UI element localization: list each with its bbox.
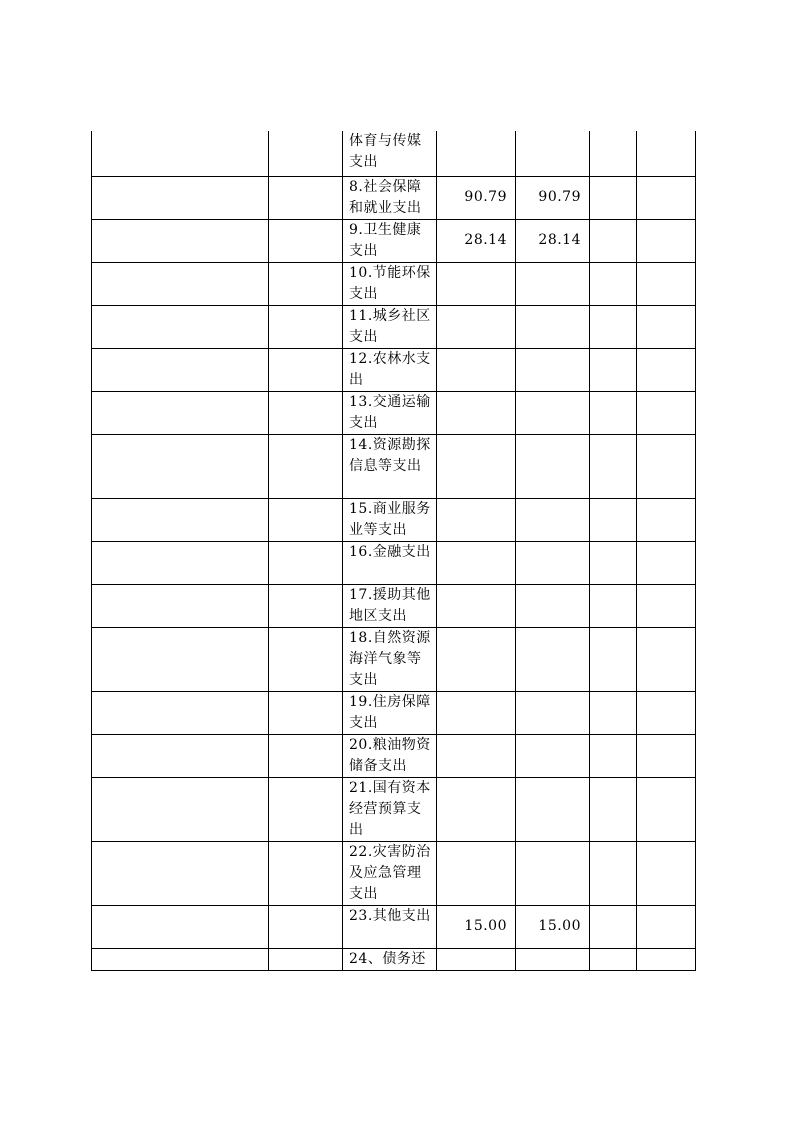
other-amount-cell <box>637 905 696 948</box>
income-amount-cell <box>269 691 343 734</box>
other-amount-cell <box>637 176 696 219</box>
fund-budget-amount-cell <box>590 734 637 777</box>
income-amount-cell <box>269 948 343 970</box>
fund-budget-amount-cell <box>590 627 637 691</box>
expenditure-item-cell: 10.节能环保支出 <box>343 262 437 305</box>
other-amount-cell <box>637 584 696 627</box>
expenditure-item-cell: 18.自然资源海洋气象等支出 <box>343 627 437 691</box>
income-item-cell <box>92 777 269 841</box>
income-amount-cell <box>269 131 343 176</box>
income-amount-cell <box>269 305 343 348</box>
income-item-cell <box>92 905 269 948</box>
income-amount-cell <box>269 219 343 262</box>
income-item-cell <box>92 498 269 541</box>
general-budget-amount-cell <box>516 584 590 627</box>
table-row <box>92 627 696 691</box>
table-row <box>92 498 696 541</box>
income-amount-cell <box>269 176 343 219</box>
income-item-cell <box>92 627 269 691</box>
other-amount-cell <box>637 777 696 841</box>
fund-budget-amount-cell <box>590 777 637 841</box>
other-amount-cell <box>637 841 696 905</box>
total-amount-cell <box>437 691 516 734</box>
expenditure-item-cell: 13.交通运输支出 <box>343 391 437 434</box>
fund-budget-amount-cell <box>590 584 637 627</box>
other-amount-cell <box>637 131 696 176</box>
total-amount-cell <box>437 541 516 584</box>
total-amount-cell <box>437 434 516 498</box>
income-item-cell <box>92 176 269 219</box>
total-amount-cell <box>437 584 516 627</box>
expenditure-item-cell: 14.资源勘探信息等支出 <box>343 434 437 498</box>
total-amount-cell <box>437 348 516 391</box>
other-amount-cell <box>637 541 696 584</box>
income-item-cell <box>92 691 269 734</box>
other-amount-cell <box>637 627 696 691</box>
income-item-cell <box>92 262 269 305</box>
fund-budget-amount-cell <box>590 219 637 262</box>
expenditure-item-cell: 24、债务还 <box>343 948 437 970</box>
table-row <box>92 262 696 305</box>
income-item-cell <box>92 434 269 498</box>
expenditure-item-cell: 11.城乡社区支出 <box>343 305 437 348</box>
table-row <box>92 131 696 176</box>
income-amount-cell <box>269 391 343 434</box>
general-budget-amount-cell <box>516 841 590 905</box>
fund-budget-amount-cell <box>590 262 637 305</box>
expenditure-item-cell: 体育与传媒支出 <box>343 131 437 176</box>
total-amount-cell <box>437 841 516 905</box>
income-amount-cell <box>269 841 343 905</box>
income-amount-cell <box>269 541 343 584</box>
general-budget-amount-cell <box>516 131 590 176</box>
table-row <box>92 691 696 734</box>
fund-budget-amount-cell <box>590 841 637 905</box>
expenditure-item-cell: 23.其他支出 <box>343 905 437 948</box>
total-amount-cell: 28.14 <box>437 219 516 262</box>
table-row <box>92 541 696 584</box>
income-item-cell <box>92 541 269 584</box>
income-amount-cell <box>269 734 343 777</box>
income-item-cell <box>92 348 269 391</box>
expenditure-item-cell: 16.金融支出 <box>343 541 437 584</box>
fund-budget-amount-cell <box>590 434 637 498</box>
income-item-cell <box>92 841 269 905</box>
total-amount-cell <box>437 777 516 841</box>
income-amount-cell <box>269 262 343 305</box>
general-budget-amount-cell <box>516 541 590 584</box>
general-budget-amount-cell <box>516 262 590 305</box>
general-budget-amount-cell <box>516 305 590 348</box>
general-budget-amount-cell <box>516 777 590 841</box>
table-row <box>92 434 696 498</box>
income-item-cell <box>92 131 269 176</box>
fund-budget-amount-cell <box>590 176 637 219</box>
other-amount-cell <box>637 498 696 541</box>
table-row <box>92 219 696 262</box>
other-amount-cell <box>637 219 696 262</box>
income-amount-cell <box>269 777 343 841</box>
general-budget-amount-cell <box>516 627 590 691</box>
income-amount-cell <box>269 627 343 691</box>
table-row <box>92 734 696 777</box>
total-amount-cell <box>437 948 516 970</box>
total-amount-cell <box>437 734 516 777</box>
total-amount-cell <box>437 131 516 176</box>
table-row <box>92 584 696 627</box>
table-row <box>92 777 696 841</box>
other-amount-cell <box>637 262 696 305</box>
expenditure-item-cell: 15.商业服务业等支出 <box>343 498 437 541</box>
table-row <box>92 905 696 948</box>
table-row <box>92 348 696 391</box>
fund-budget-amount-cell <box>590 305 637 348</box>
total-amount-cell <box>437 262 516 305</box>
table-row <box>92 391 696 434</box>
income-item-cell <box>92 734 269 777</box>
general-budget-amount-cell: 28.14 <box>516 219 590 262</box>
other-amount-cell <box>637 348 696 391</box>
income-item-cell <box>92 584 269 627</box>
general-budget-amount-cell <box>516 434 590 498</box>
fund-budget-amount-cell <box>590 948 637 970</box>
general-budget-amount-cell: 90.79 <box>516 176 590 219</box>
fund-budget-amount-cell <box>590 905 637 948</box>
income-amount-cell <box>269 348 343 391</box>
expenditure-item-cell: 20.粮油物资储备支出 <box>343 734 437 777</box>
general-budget-amount-cell <box>516 691 590 734</box>
income-item-cell <box>92 948 269 970</box>
fund-budget-amount-cell <box>590 348 637 391</box>
total-amount-cell <box>437 391 516 434</box>
income-item-cell <box>92 391 269 434</box>
income-item-cell <box>92 219 269 262</box>
total-amount-cell: 15.00 <box>437 905 516 948</box>
general-budget-amount-cell <box>516 948 590 970</box>
income-amount-cell <box>269 584 343 627</box>
total-amount-cell <box>437 498 516 541</box>
fund-budget-amount-cell <box>590 541 637 584</box>
fund-budget-amount-cell <box>590 498 637 541</box>
expenditure-item-cell: 12.农林水支出 <box>343 348 437 391</box>
table-row <box>92 305 696 348</box>
expenditure-item-cell: 9.卫生健康支出 <box>343 219 437 262</box>
general-budget-amount-cell <box>516 348 590 391</box>
expenditure-item-cell: 22.灾害防治及应急管理支出 <box>343 841 437 905</box>
income-amount-cell <box>269 434 343 498</box>
income-item-cell <box>92 305 269 348</box>
other-amount-cell <box>637 391 696 434</box>
other-amount-cell <box>637 734 696 777</box>
other-amount-cell <box>637 948 696 970</box>
expenditure-item-cell: 8.社会保障和就业支出 <box>343 176 437 219</box>
table-row <box>92 841 696 905</box>
expenditure-item-cell: 17.援助其他地区支出 <box>343 584 437 627</box>
income-amount-cell <box>269 498 343 541</box>
fund-budget-amount-cell <box>590 691 637 734</box>
table-row <box>92 176 696 219</box>
total-amount-cell <box>437 627 516 691</box>
fund-budget-amount-cell <box>590 131 637 176</box>
other-amount-cell <box>637 691 696 734</box>
general-budget-amount-cell <box>516 498 590 541</box>
budget-table-container <box>91 131 695 971</box>
expenditure-item-cell: 19.住房保障支出 <box>343 691 437 734</box>
total-amount-cell: 90.79 <box>437 176 516 219</box>
table-row <box>92 948 696 970</box>
general-budget-amount-cell: 15.00 <box>516 905 590 948</box>
budget-expenditure-table <box>91 131 696 971</box>
fund-budget-amount-cell <box>590 391 637 434</box>
expenditure-item-cell: 21.国有资本经营预算支出 <box>343 777 437 841</box>
general-budget-amount-cell <box>516 391 590 434</box>
other-amount-cell <box>637 305 696 348</box>
total-amount-cell <box>437 305 516 348</box>
other-amount-cell <box>637 434 696 498</box>
income-amount-cell <box>269 905 343 948</box>
general-budget-amount-cell <box>516 734 590 777</box>
